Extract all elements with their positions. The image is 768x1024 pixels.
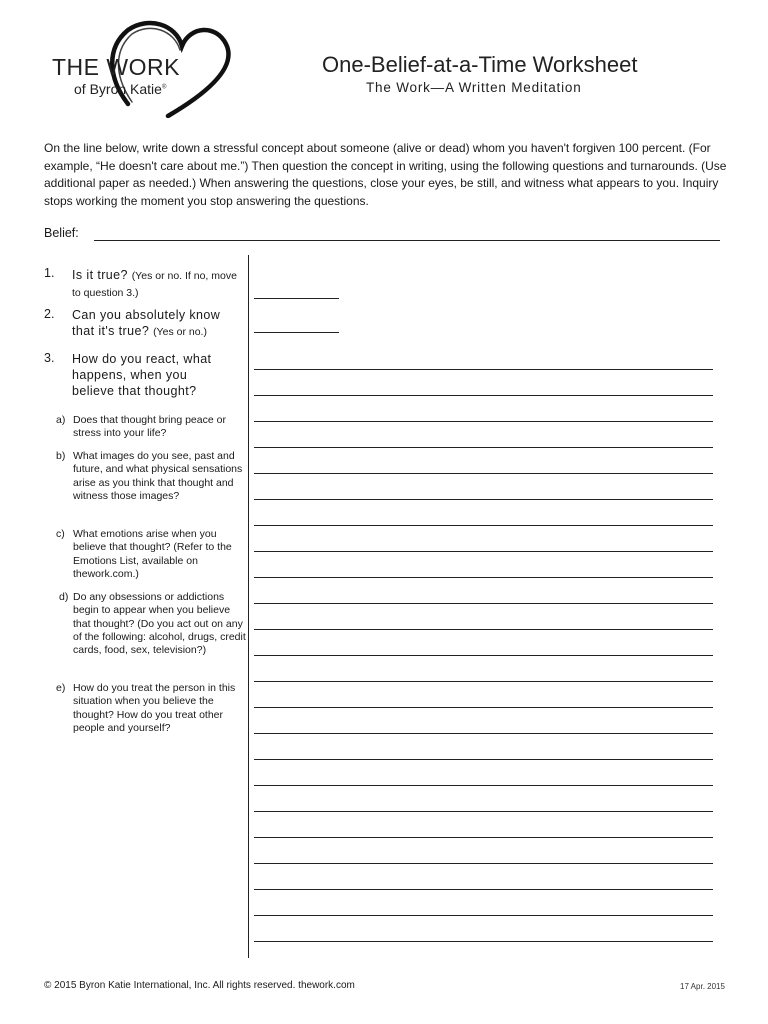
page-title: One-Belief-at-a-Time Worksheet	[322, 52, 638, 77]
question-number: 1.	[44, 266, 55, 280]
subquestion-d: Do any obsessions or addictions begin to appear when you believe that thought? (Do you act out on any of the following: alcohol, drugs, credit cards, food, sex, television?)	[73, 591, 246, 657]
intro-paragraph: On the line below, write down a stressful concept about someone (alive or dead) whom you haven't forgiven 100 percent. (For example, “He doesn't care about me.”) Then question the concept in writing, using the following questions and turnarounds. (Use additional paper as needed.) When answering the questions, close your eyes, be still, and witness what appears to you. Inquiry stops working the moment you stop answering the questions.	[44, 141, 727, 208]
column-divider	[248, 255, 249, 958]
answer-line[interactable]	[254, 395, 713, 396]
page-subtitle: The Work—A Written Meditation	[366, 80, 582, 95]
answer-line[interactable]	[254, 837, 713, 838]
subquestion-letter: e)	[56, 682, 66, 694]
answer-line[interactable]	[254, 629, 713, 630]
answer-line[interactable]	[254, 733, 713, 734]
subquestion-letter: a)	[56, 414, 66, 426]
answer-line[interactable]	[254, 551, 713, 552]
footer-copyright: © 2015 Byron Katie International, Inc. All rights reserved. thework.com	[44, 980, 355, 991]
answer-line-q2[interactable]	[254, 332, 339, 333]
footer-date: 17 Apr. 2015	[680, 982, 725, 991]
question-1: Is it true? (Yes or no. If no, move to question 3.)	[72, 268, 237, 299]
answer-line[interactable]	[254, 681, 713, 682]
question-number: 2.	[44, 307, 55, 321]
subquestion-e: How do you treat the person in this situation when you believe the thought? How do you treat other people and yourself?	[73, 682, 236, 734]
answer-line[interactable]	[254, 889, 713, 890]
answer-line[interactable]	[254, 421, 713, 422]
subquestion-a: Does that thought bring peace or stress into your life?	[73, 414, 226, 440]
answer-line[interactable]	[254, 655, 713, 656]
answer-line[interactable]	[254, 577, 713, 578]
subquestion-b: What images do you see, past and future, and what physical sensations arise as you think that thought and witness those images?	[73, 450, 243, 502]
answer-line[interactable]	[254, 525, 713, 526]
belief-label: Belief:	[44, 226, 79, 240]
answer-line[interactable]	[254, 447, 713, 448]
question-number: 3.	[44, 351, 55, 365]
answer-line[interactable]	[254, 473, 713, 474]
answer-line[interactable]	[254, 915, 713, 916]
answer-line[interactable]	[254, 863, 713, 864]
subquestion-letter: b)	[56, 450, 66, 462]
answer-line[interactable]	[254, 707, 713, 708]
answer-line[interactable]	[254, 603, 713, 604]
answer-line[interactable]	[254, 759, 713, 760]
logo-subtitle: of Byron Katie®	[74, 81, 167, 97]
question-3: How do you react, what happens, when you believe that thought?	[72, 352, 212, 398]
subquestion-c: What emotions arise when you believe that thought? (Refer to the Emotions List, available on thework.com.)	[73, 528, 232, 580]
answer-line-q1[interactable]	[254, 298, 339, 299]
answer-line[interactable]	[254, 811, 713, 812]
answer-line[interactable]	[254, 941, 713, 942]
answer-line[interactable]	[254, 499, 713, 500]
logo-title: THE WORK	[52, 54, 180, 80]
answer-line[interactable]	[254, 369, 713, 370]
registered-mark: ®	[161, 84, 167, 91]
question-2: Can you absolutely know that it's true? (Yes or no.)	[72, 308, 221, 338]
subquestion-letter: c)	[56, 528, 65, 540]
answer-line[interactable]	[254, 785, 713, 786]
belief-input-line[interactable]	[94, 240, 720, 241]
subquestion-letter: d)	[59, 591, 69, 603]
